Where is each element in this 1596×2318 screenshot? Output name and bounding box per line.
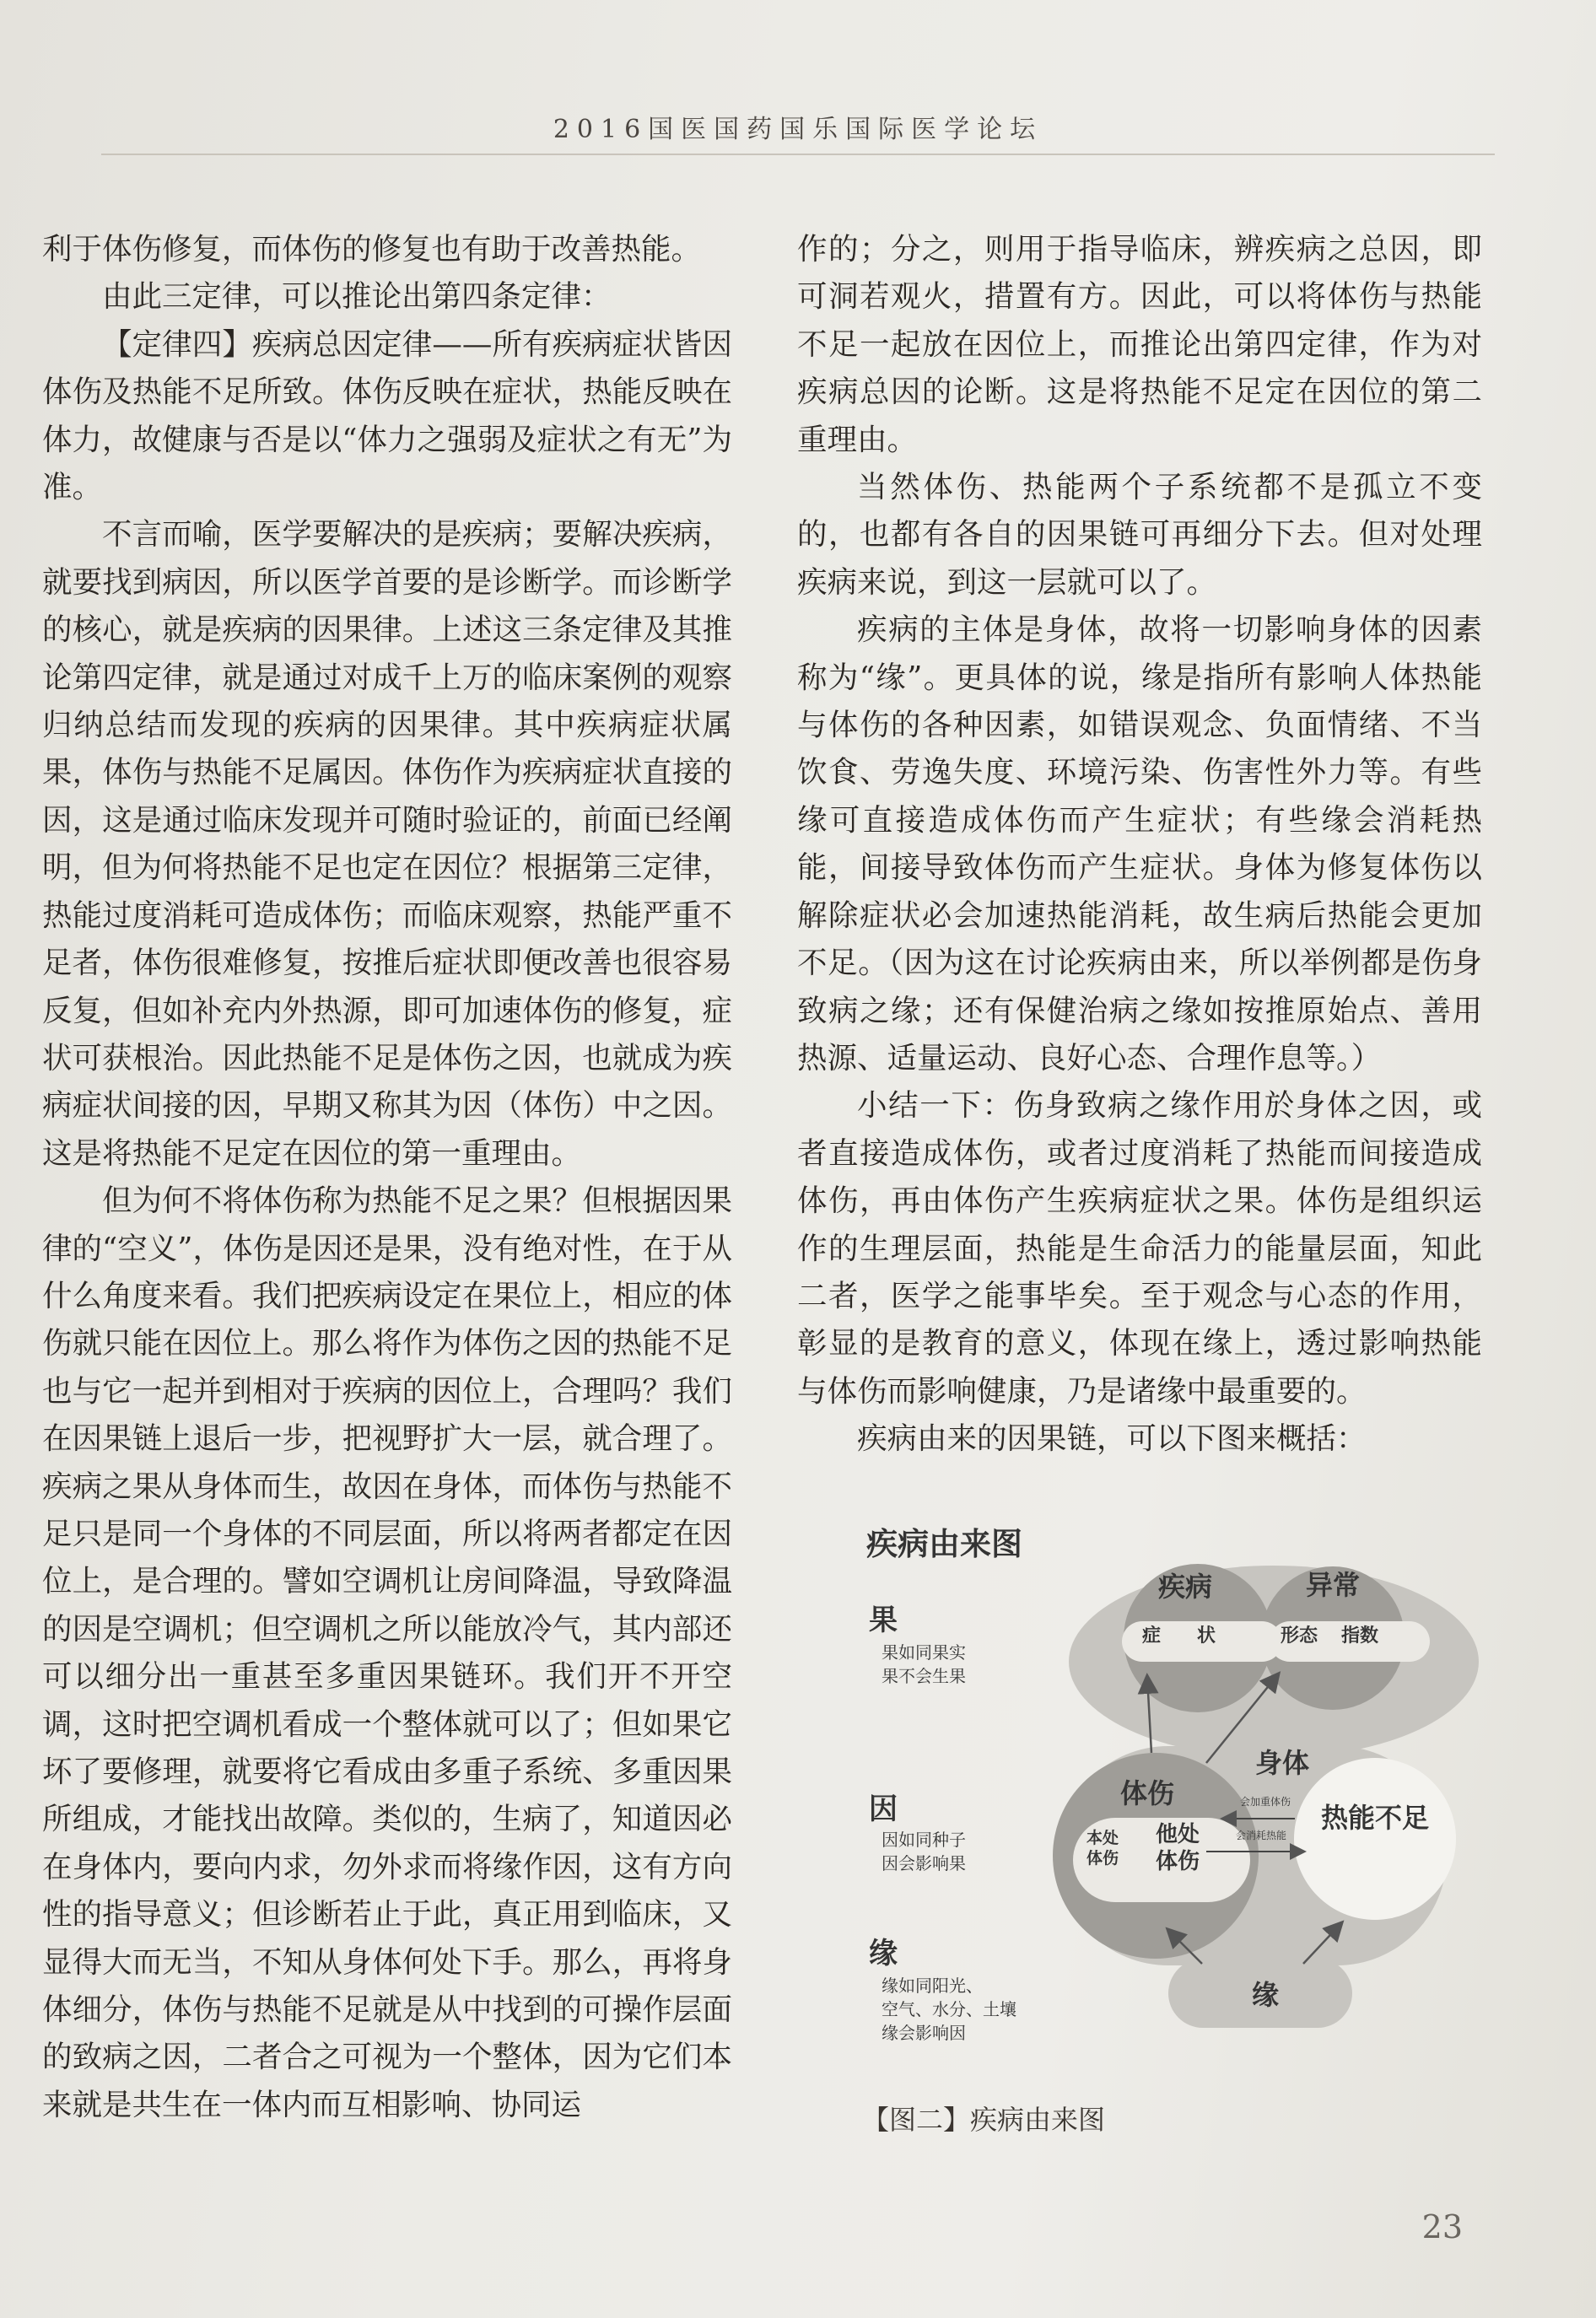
figure-yin-desc: 因如同种子 因会影响果 [882, 1830, 966, 1873]
body-label: 身体 [1254, 1747, 1309, 1779]
local-injury-label: 本处 体伤 [1086, 1829, 1119, 1868]
index-label: 指数 [1340, 1625, 1378, 1647]
arrow-label-aggravate: 会加重体伤 [1239, 1796, 1291, 1808]
arrow-label-consume: 会消耗热能 [1235, 1830, 1286, 1841]
other-injury-label: 他处 体伤 [1155, 1822, 1200, 1874]
paragraph: 由此三定律，可以推论出第四条定律： [102, 279, 612, 315]
abnormal-label: 异常 [1305, 1569, 1360, 1601]
running-header: 2016国医国药国乐国际医学论坛 [553, 115, 1043, 144]
left-column [42, 226, 732, 2129]
disease-label: 疾病 [1157, 1571, 1212, 1603]
figure-title: 疾病由来图 [866, 1526, 1022, 1562]
paragraph: 但为何不将体伤称为热能不足之果？但根据因果律的“空义”，体伤是因还是果，没有绝对性，在于从什么角度来看。我们把疾病设定在果位上，相应的体伤就只能在因位上。那么将作为体伤之因的热能不足也与它一起并到相对于疾病的因位上，合理吗？我们在因果链上退后一步，把视野扩大一层，就合理了。疾病之果从身体而生，故因在身体，而体伤与热能不足只是同一个身体的不同层面，所以将两者都定在因位上，是合理的。譬如空调机让房间降温，导致降温的因是空调机；但空调机之所以能放冷气，其内部还可以细分出一重甚至多重因果链环。我们开不开空调，这时把空调机看成一个整体就可以了；但如果它坏了要修理，就要将它看成由多重子系统、多重因果所组成，才能找出故障。类似的，生病了，知道因必在身体内，要向内求，勿外求而将缘作因，这有方向性的指导意义；但诊断若止于此，真正用到临床，又显得大而无当，不知从身体何处下手。那么，再将身体细分，体伤与热能不足就是从中找到的可操作层面的致病之因，二者合之可视为一个整体，因为它们本来就是共生在一体内而互相影响、协同运 [42, 1183, 732, 2122]
right-column [797, 226, 1482, 1464]
figure-guo-heading: 果 [869, 1604, 898, 1637]
paragraph: 作的；分之，则用于指导临床，辨疾病之总因，即可洞若观火，措置有方。因此，可以将体伤与热能不足一起放在因位上，而推论出第四定律，作为对疾病总因的论断。这是将热能不足定在因位的第二重理由。 [797, 232, 1482, 457]
figure-guo-desc: 果如同果实 果不会生果 [882, 1642, 966, 1686]
symptom-a-label: 症 [1141, 1625, 1161, 1647]
paragraph: 疾病的主体是身体，故将一切影响身体的因素称为“缘”。更具体的说，缘是指所有影响人体热能与体伤的各种因素，如错误观念、负面情绪、不当饮食、劳逸失度、环境污染、伤害性外力等。有些缘可直接造成体伤而产生症状；有些缘会消耗热能，间接导致体伤而产生症状。身体为修复体伤以解除症状必会加速热能消耗，故生病后热能会更加不足。（因为这在讨论疾病由来，所以举例都是伤身致病之缘；还有保健治病之缘如按推原始点、善用热源、适量运动、良好心态、合理作息等。） [797, 612, 1482, 1075]
header-rule [101, 154, 1495, 155]
paragraph: 利于体伤修复，而体伤的修复也有助于改善热能。 [42, 232, 702, 267]
paragraph: 不言而喻，医学要解决的是疾病；要解决疾病，就要找到病因，所以医学首要的是诊断学。而诊断学的核心，就是疾病的因果律。上述这三条定律及其推论第四定律，就是通过对成千上万的临床案例的观察归纳总结而发现的疾病的因果律。其中疾病症状属果，体伤与热能不足属因。体伤作为疾病症状直接的因，这是通过临床发现并可随时验证的，前面已经阐明，但为何将热能不足也定在因位？根据第三定律，热能过度消耗可造成体伤；而临床观察，热能严重不足者，体伤很难修复，按推后症状即便改善也很容易反复，但如补充内外热源，即可加速体伤的修复，症状可获根治。因此热能不足是体伤之因，也就成为疾病症状间接的因，早期又称其为因（体伤）中之因。这是将热能不足定在因位的第一重理由。 [42, 517, 732, 1171]
figure-yuan-heading: 缘 [869, 1937, 898, 1970]
yuan-box-label: 缘 [1251, 1979, 1279, 2011]
paragraph: 【定律四】疾病总因定律——所有疾病症状皆因体伤及热能不足所致。体伤反映在症状，热能反映在体力，故健康与否是以“体力之强弱及症状之有无”为准。 [42, 326, 732, 505]
figure-yin-heading: 因 [869, 1792, 898, 1826]
injury-label: 体伤 [1119, 1777, 1174, 1809]
paragraph: 小结一下：伤身致病之缘作用於身体之因，或者直接造成体伤，或者过度消耗了热能而间接造成体伤，再由体伤产生疾病症状之果。体伤是组织运作的生理层面，热能是生命活力的能量层面，知此二者，医学之能事毕矣。至于观念与心态的作用，彰显的是教育的意义，体现在缘上，透过影响热能与体伤而影响健康，乃是诸缘中最重要的。 [797, 1088, 1482, 1409]
figure-yuan-desc: 缘如同阳光、 空气、水分、土壤 缘会影响因 [882, 1976, 1016, 2043]
figure-caption: 【图二】疾病由来图 [862, 2104, 1106, 2136]
heat-deficit-label: 热能不足 [1320, 1802, 1429, 1834]
paragraph: 疾病由来的因果链，可以下图来概括： [857, 1421, 1367, 1457]
heat-circle [1294, 1758, 1456, 1920]
page-number: 23 [1421, 2208, 1463, 2245]
symptom-b-label: 状 [1196, 1625, 1216, 1647]
paragraph: 当然体伤、热能两个子系统都不是孤立不变的，也都有各自的因果链可再细分下去。但对处理疾病来说，到这一层就可以了。 [797, 470, 1482, 600]
form-label: 形态 [1280, 1625, 1318, 1647]
